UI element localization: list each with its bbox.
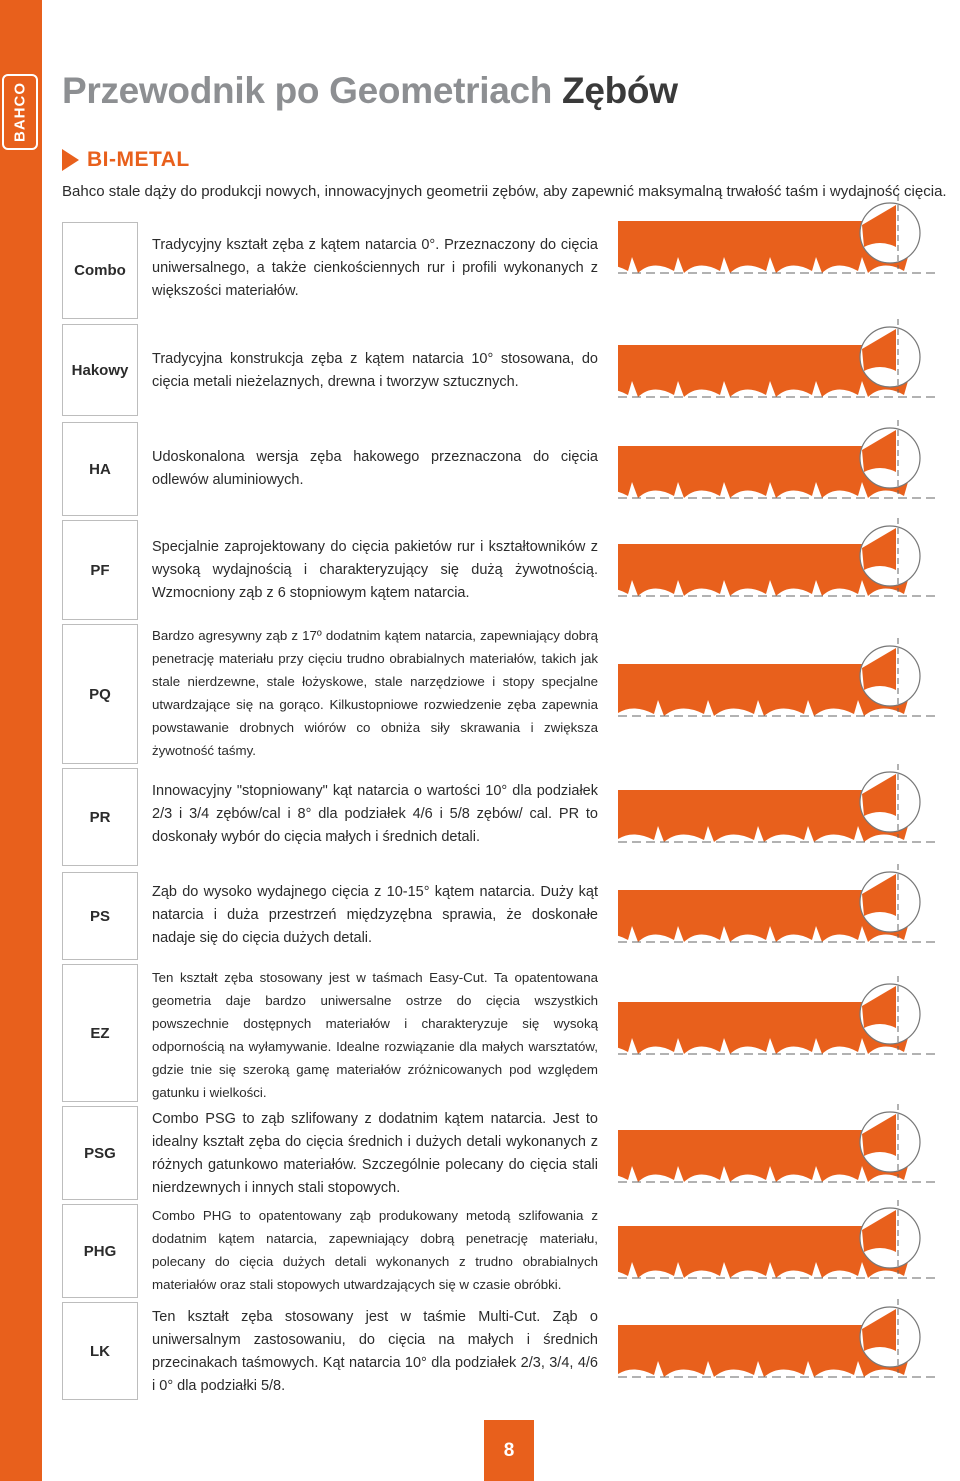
row-hakowy xyxy=(62,324,940,416)
side-bar xyxy=(0,0,42,1481)
tooth-profile-svg xyxy=(618,636,938,747)
tooth-profile-diagram xyxy=(618,974,938,1085)
row-code: LK xyxy=(62,1302,138,1400)
tooth-profile-svg xyxy=(618,862,938,973)
tooth-profile-diagram xyxy=(618,418,938,529)
section-heading xyxy=(62,148,190,172)
tooth-profile-diagram xyxy=(618,762,938,873)
tooth-profile-svg xyxy=(618,516,938,627)
row-code: Hakowy xyxy=(62,324,138,416)
row-description: Ten kształt zęba stosowany jest w taśmie Multi-Cut. Ząb o uniwersalnym zastosowaniu, do cięcia na małych i średnich przecinakach taśmowych. Kąt natarcia 10° dla podziałek 2/3, 3/4, 4/6 i 0° dla podziałki 5/8. xyxy=(152,1309,598,1394)
row-pq xyxy=(62,624,940,764)
tooth-profile-diagram xyxy=(618,317,938,428)
row-code: HA xyxy=(62,422,138,516)
row-combo xyxy=(62,222,940,319)
tooth-profile-svg xyxy=(618,418,938,529)
title-main: Przewodnik po Geometriach xyxy=(62,70,553,111)
page-number: 8 xyxy=(484,1420,534,1481)
row-description: Tradycyjny kształt zęba z kątem natarcia 0°. Przeznaczony do cięcia uniwersalnego, a także cienkościennych rur i profili wykonanych z większości materiałów. xyxy=(152,237,598,299)
intro-text: Bahco stale dąży do produkcji nowych, innowacyjnych geometrii zębów, aby zapewnić maksymalną trwałość taśm i wydajność cięcia. xyxy=(62,183,947,200)
tooth-profile-svg xyxy=(618,193,938,304)
row-description: Specjalnie zaprojektowany do cięcia pakietów rur i kształtowników z wysoką wydajnością i charakteryzujący się dużą żywotnością. Wzmocniony ząb z 6 stopniowym kątem natarcia. xyxy=(152,539,598,601)
row-code: Combo xyxy=(62,222,138,319)
row-description: Combo PHG to opatentowany ząb produkowany metodą szlifowania z dodatnim kątem natarcia, zapewniający dobrą penetrację materiału, polecany do cięcia dużych detali wykonanych z trudno obrabialnych materiałów oraz stali stopowych utwardzających się w czasie obróbki. xyxy=(152,1208,598,1292)
tooth-profile-svg xyxy=(618,317,938,428)
row-description: Combo PSG to ząb szlifowany z dodatnim kątem natarcia. Jest to idealny kształt zęba do cięcia średnich i dużych detali wykonanych z różnych gatunkowo materiałów. Szczególnie polecany do cięcia stali nierdzewnych i innych stali stopowych. xyxy=(152,1111,598,1196)
row-code: PR xyxy=(62,768,138,866)
tooth-profile-diagram xyxy=(618,1297,938,1408)
row-code: PQ xyxy=(62,624,138,764)
row-code: PF xyxy=(62,520,138,620)
row-code: PHG xyxy=(62,1204,138,1298)
row-lk xyxy=(62,1302,940,1400)
tooth-profile-diagram xyxy=(618,1102,938,1213)
arrow-right-icon xyxy=(62,149,79,171)
tooth-profile-svg xyxy=(618,1198,938,1309)
row-description: Tradycyjna konstrukcja zęba z kątem natarcia 10° stosowana, do cięcia metali nieżelaznych, drewna i tworzyw sztucznych. xyxy=(152,351,598,390)
logo-text: BAHCO xyxy=(11,82,29,142)
row-ps xyxy=(62,872,940,960)
section-label: BI-METAL xyxy=(87,148,190,171)
tooth-profile-svg xyxy=(618,1102,938,1213)
row-description: Ten kształt zęba stosowany jest w taśmach Easy-Cut. Ta opatentowana geometria daje bardzo uniwersalne ostrze do cięcia wszystkich powszechnie dostępnych materiałów i charakteryzuje się wysoką odpornością na wyłamywanie. Idealne rozwiązanie dla małych warsztatów, gdzie tnie się szeroką gamę materiałów zróżnicowanych pod względem gatunku i wielkości. xyxy=(152,970,598,1100)
row-description: Innowacyjny "stopniowany" kąt natarcia o wartości 10° dla podziałek 2/3 i 3/4 zębów/cal i 8° dla podziałek 4/6 i 5/8 zębów/ cal. PR to doskonały wybór do cięcia małych i średnich detali. xyxy=(152,783,598,845)
row-pf xyxy=(62,520,940,620)
row-phg xyxy=(62,1204,940,1298)
row-code: EZ xyxy=(62,964,138,1102)
tooth-profile-diagram xyxy=(618,636,938,747)
tooth-profile-diagram xyxy=(618,516,938,627)
row-ha xyxy=(62,422,940,516)
tooth-profile-svg xyxy=(618,762,938,873)
title-strong: Zębów xyxy=(562,70,678,111)
tooth-profile-diagram xyxy=(618,862,938,973)
row-pr xyxy=(62,768,940,866)
tooth-profile-svg xyxy=(618,1297,938,1408)
row-code: PS xyxy=(62,872,138,960)
row-ez xyxy=(62,964,940,1102)
row-code: PSG xyxy=(62,1106,138,1200)
row-description: Udoskonalona wersja zęba hakowego przeznaczona do cięcia odlewów aluminiowych. xyxy=(152,449,598,488)
row-description: Bardzo agresywny ząb z 17º dodatnim kątem natarcia, zapewniający dobrą penetrację materiału przy cięciu trudno obrabialnych materiałów, takich jak stale nierdzewne, stale łożyskowe, stale narzędziowe i stopy specjalne utwardzające się na gorąco. Kilkustopniowe rozwiedzenie zęba zapewnia powstawanie drobnych wiórów co obniża siły skrawania i zwiększa żywotność taśmy. xyxy=(152,628,598,758)
row-psg xyxy=(62,1106,940,1200)
tooth-profile-diagram xyxy=(618,193,938,304)
tooth-profile-svg xyxy=(618,974,938,1085)
page-title xyxy=(62,70,678,112)
row-description: Ząb do wysoko wydajnego cięcia z 10-15° kątem natarcia. Duży kąt natarcia i duża przestrzeń międzyzębna sprawia, że doskonałe nadaje się do cięcia dużych detali. xyxy=(152,884,598,946)
bahco-logo xyxy=(2,74,38,150)
tooth-profile-diagram xyxy=(618,1198,938,1309)
